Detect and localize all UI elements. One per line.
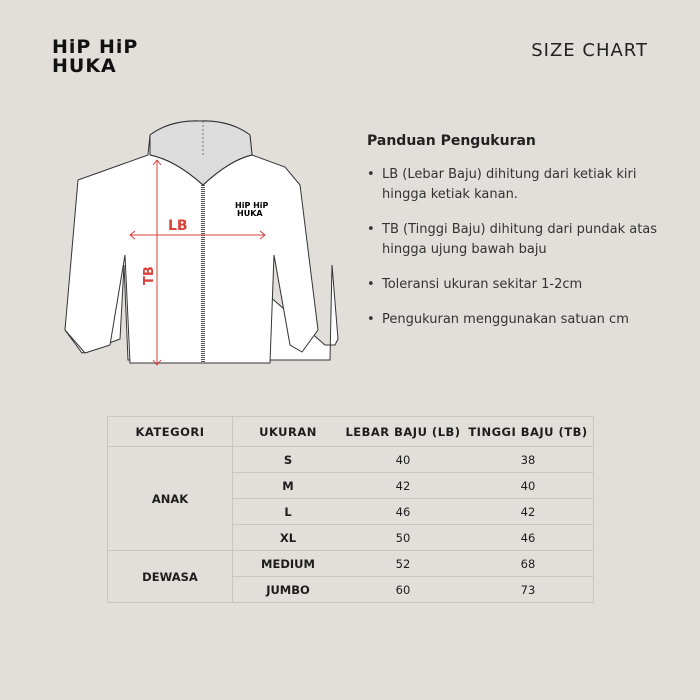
guide-title: Panduan Pengukuran bbox=[367, 133, 536, 149]
size-table bbox=[107, 416, 594, 603]
size-cell: L bbox=[233, 499, 344, 525]
table-header bbox=[108, 417, 594, 447]
svg-text:HUKA: HUKA bbox=[237, 209, 263, 218]
guide-item: • LB (Lebar Baju) dihitung dari ketiak kiri hingga ketiak kanan. bbox=[367, 165, 667, 205]
lb-cell: 42 bbox=[343, 473, 463, 499]
size-cell: S bbox=[233, 447, 344, 473]
header-kategori: KATEGORI bbox=[108, 417, 233, 447]
brand-logo bbox=[52, 38, 138, 76]
tb-cell: 68 bbox=[463, 551, 594, 577]
tb-cell: 38 bbox=[463, 447, 594, 473]
guide-item: • TB (Tinggi Baju) dihitung dari pundak atas hingga ujung bawah baju bbox=[367, 220, 667, 260]
size-cell: JUMBO bbox=[233, 577, 344, 603]
logo-line2: HUKA bbox=[52, 55, 117, 77]
size-cell: XL bbox=[233, 525, 344, 551]
page-title: SIZE CHART bbox=[531, 40, 648, 61]
table-row bbox=[108, 551, 594, 577]
tb-cell: 46 bbox=[463, 525, 594, 551]
lb-cell: 40 bbox=[343, 447, 463, 473]
category-cell: ANAK bbox=[108, 447, 233, 551]
tb-cell: 42 bbox=[463, 499, 594, 525]
jacket-logo: HiP HiP bbox=[235, 201, 269, 210]
header-ukuran: UKURAN bbox=[233, 417, 344, 447]
lb-cell: 52 bbox=[343, 551, 463, 577]
table-row bbox=[108, 447, 594, 473]
category-cell: DEWASA bbox=[108, 551, 233, 603]
lb-label: LB bbox=[168, 218, 188, 234]
lb-cell: 50 bbox=[343, 525, 463, 551]
guide-item: • Pengukuran menggunakan satuan cm bbox=[367, 310, 667, 330]
guide-item: • Toleransi ukuran sekitar 1-2cm bbox=[367, 275, 667, 295]
jacket-diagram bbox=[60, 115, 345, 375]
size-cell: MEDIUM bbox=[233, 551, 344, 577]
size-cell: M bbox=[233, 473, 344, 499]
lb-cell: 60 bbox=[343, 577, 463, 603]
tb-cell: 73 bbox=[463, 577, 594, 603]
logo-line1: HiP HiP bbox=[52, 36, 139, 58]
header-lb: LEBAR BAJU (LB) bbox=[343, 417, 463, 447]
measurement-guide bbox=[367, 133, 667, 345]
tb-label: TB bbox=[142, 266, 157, 285]
tb-cell: 40 bbox=[463, 473, 594, 499]
lb-cell: 46 bbox=[343, 499, 463, 525]
header-tb: TINGGI BAJU (TB) bbox=[463, 417, 594, 447]
